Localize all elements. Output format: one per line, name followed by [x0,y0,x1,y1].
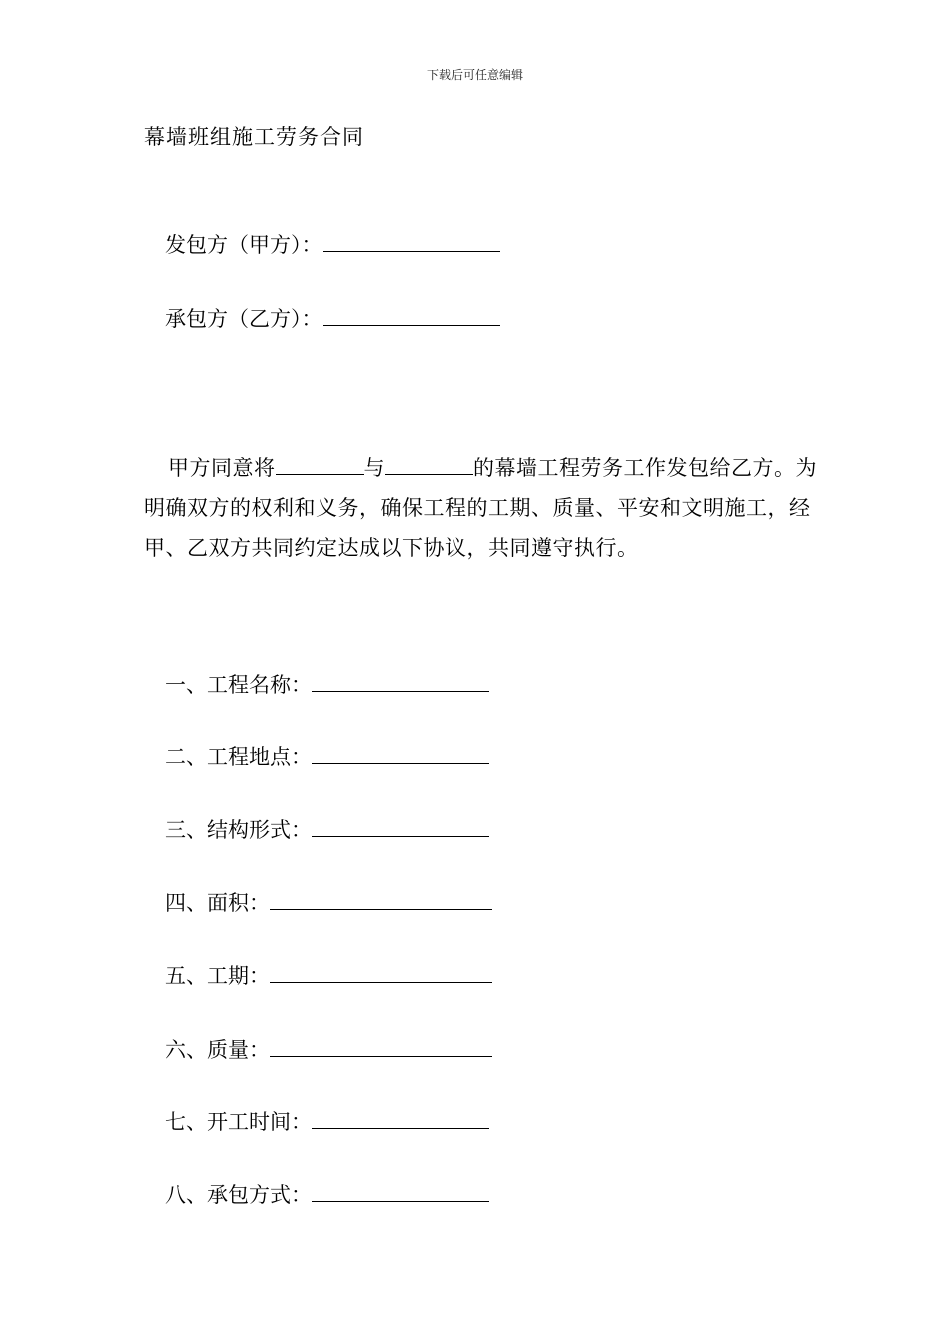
item-start-date [165,1106,489,1137]
item-contract-method [165,1179,489,1210]
item-label: 二、工程地点： [165,745,312,769]
item-label: 七、开工时间： [165,1110,312,1134]
document-title: 幕墙班组施工劳务合同 [144,125,364,149]
item-label: 三、结构形式： [165,818,312,842]
item-blank [270,960,492,983]
party-a-label: 发包方（甲方）： [165,233,323,257]
item-blank [312,741,489,764]
intro-blank-2 [385,454,473,475]
item-quality [165,1034,492,1065]
item-label: 五、工期： [165,964,270,988]
intro-paragraph [144,448,824,568]
item-structure-type [165,814,489,845]
party-b-blank [323,303,500,326]
party-b-field [165,303,500,334]
intro-text-3: 的幕墙工程劳务工作发包给乙方。为明确双方的权利和义务，确保工程的工期、质量、平安和文明施工，经甲、乙双方共同约定达成以下协议，共同遵守执行。 [144,456,817,560]
item-label: 八、承包方式： [165,1183,312,1207]
item-duration [165,960,492,991]
item-blank [312,814,489,837]
item-blank [270,887,492,910]
item-project-name [165,669,489,700]
item-blank [270,1034,492,1057]
item-area [165,887,492,918]
item-label: 六、质量： [165,1038,270,1062]
item-label: 一、工程名称： [165,673,312,697]
item-blank [312,1106,489,1129]
intro-blank-1 [276,454,364,475]
party-a-blank [323,229,500,252]
party-b-label: 承包方（乙方）： [165,307,323,331]
item-label: 四、面积： [165,891,270,915]
intro-text-1: 甲方同意将 [168,456,276,480]
page-header: 下载后可任意编辑 [426,68,523,82]
intro-text-2: 与 [363,456,385,480]
party-a-field [165,229,500,260]
item-project-location [165,741,489,772]
item-blank [312,669,489,692]
item-blank [312,1179,489,1202]
